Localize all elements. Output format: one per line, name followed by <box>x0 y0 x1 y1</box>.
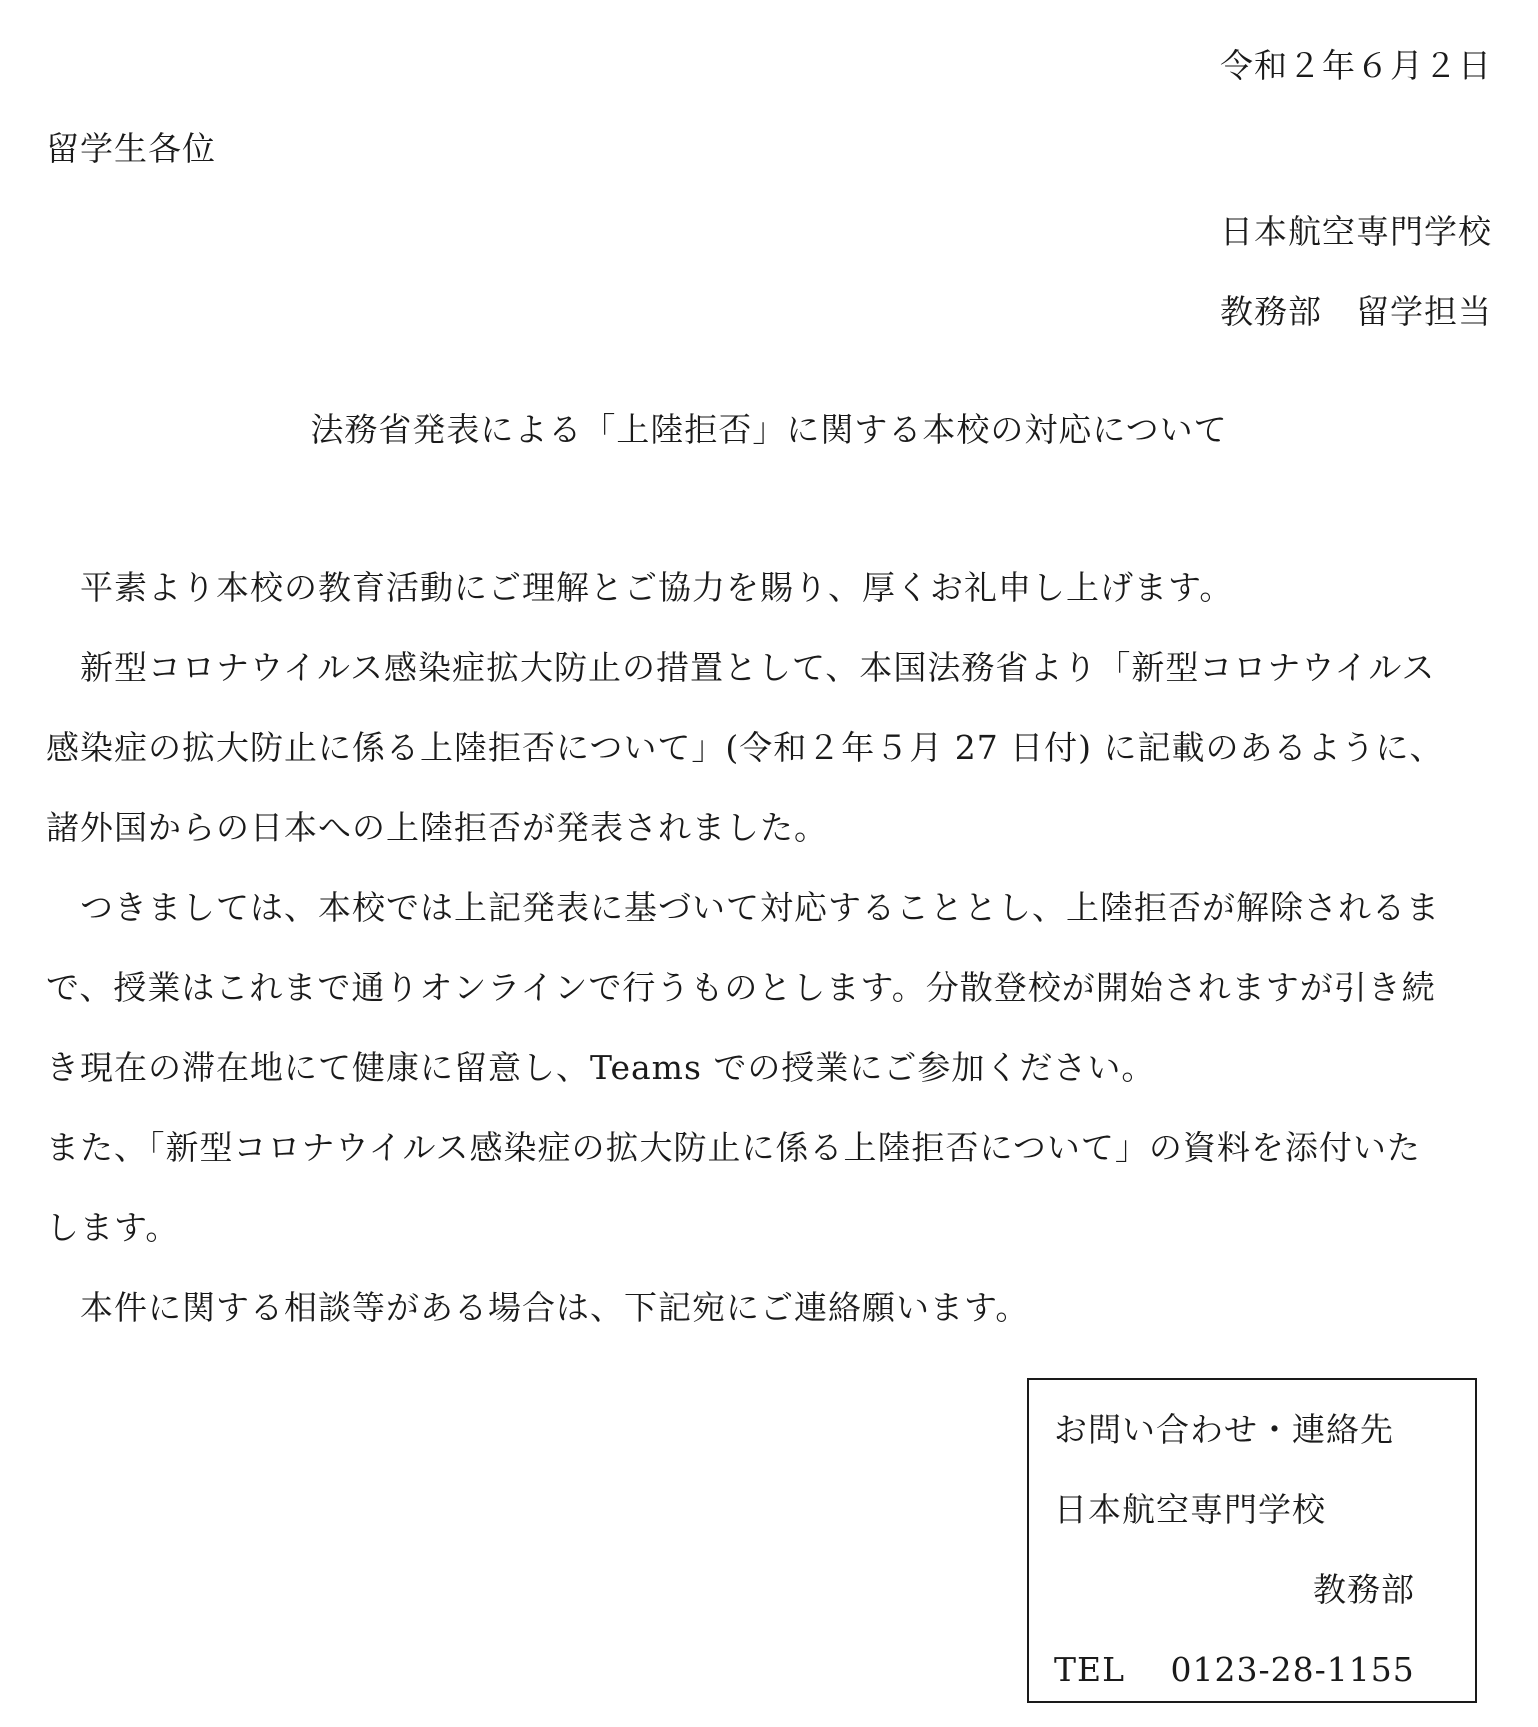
body-paragraph-3-line-1: つきましては、本校では上記発表に基づいて対応することとし、上陸拒否が解除されるま <box>46 888 1440 927</box>
body-paragraph-3-line-2: で、授業はこれまで通りオンラインで行うものとします。分散登校が開始されますが引き続 <box>46 968 1436 1007</box>
body-paragraph-3-line-3: き現在の滞在地にて健康に留意し、Teams での授業にご参加ください。 <box>46 1048 1156 1087</box>
sender-school: 日本航空専門学校 <box>1220 212 1492 251</box>
contact-tel: TEL 0123-28-1155 <box>1054 1650 1415 1689</box>
contact-school: 日本航空専門学校 <box>1054 1490 1326 1529</box>
recipient-line: 留学生各位 <box>46 129 216 168</box>
body-paragraph-2-line-1: 新型コロナウイルス感染症拡大防止の措置として、本国法務省より「新型コロナウイルス <box>46 648 1436 687</box>
body-paragraph-1-line-1: 平素より本校の教育活動にご理解とご協力を賜り、厚くお礼申し上げます。 <box>46 568 1234 607</box>
document-date: 令和２年６月２日 <box>1220 46 1492 85</box>
body-paragraph-4-line-2: します。 <box>46 1208 180 1247</box>
body-paragraph-5-line-1: 本件に関する相談等がある場合は、下記宛にご連絡願います。 <box>46 1288 1030 1327</box>
body-paragraph-4-line-1: また、「新型コロナウイルス感染症の拡大防止に係る上陸拒否について」の資料を添付いた <box>46 1128 1421 1167</box>
sender-department: 教務部 留学担当 <box>1220 292 1492 331</box>
document-title: 法務省発表による「上陸拒否」に関する本校の対応について <box>310 410 1228 449</box>
body-paragraph-2-line-3: 諸外国からの日本への上陸拒否が発表されました。 <box>46 808 828 847</box>
contact-box <box>1027 1378 1477 1703</box>
contact-department: 教務部 <box>1313 1570 1415 1609</box>
body-paragraph-2-line-2: 感染症の拡大防止に係る上陸拒否について」(令和２年５月 27 日付) に記載のあるように、 <box>46 728 1444 767</box>
contact-heading: お問い合わせ・連絡先 <box>1054 1410 1394 1449</box>
